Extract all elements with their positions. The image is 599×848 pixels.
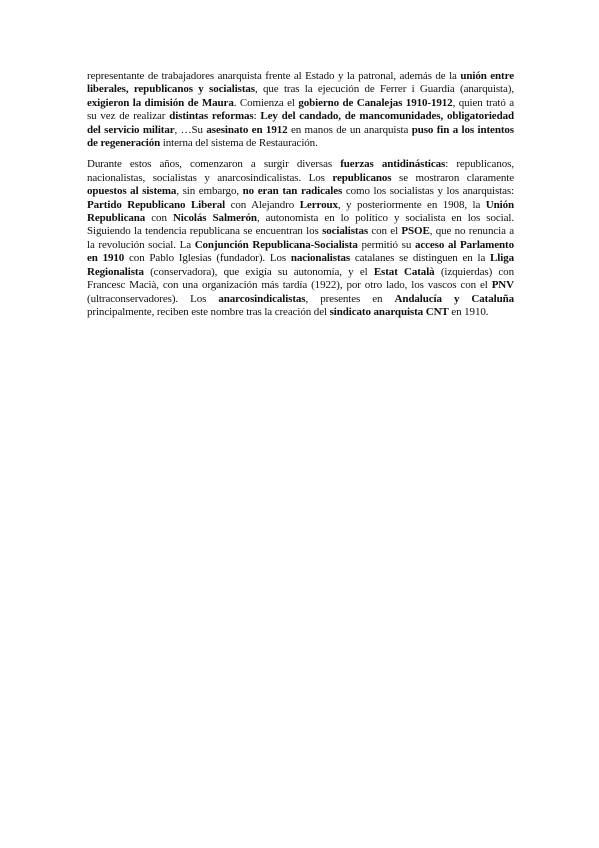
text-run: se mostraron claramente	[391, 171, 515, 184]
bold-term: gobierno de Canalejas 1910-1912	[298, 96, 453, 109]
text-run: con Pablo Iglesias (fundador). Los	[124, 252, 291, 265]
text-run: permitió su	[357, 238, 415, 251]
bold-term: puso fin a los intentos de regeneración	[87, 123, 514, 150]
bold-term: Andalucía y Cataluña	[394, 292, 515, 305]
text-run: , autonomista en lo político y socialista en los social. Siguiendo la tendencia republicana se encuentran los	[87, 212, 515, 238]
text-run: . Comienza el	[233, 96, 299, 109]
bold-term: Conjunción Republicana-Socialista	[194, 238, 358, 251]
text-run: (izquierdas) con Francesc Macià, con una organización más tardía (1922), por otro lado, los vascos con el	[87, 265, 514, 292]
body-text	[87, 70, 514, 327]
text-run: , …Su	[174, 123, 207, 136]
text-run: interna del sistema de Restauración.	[160, 137, 318, 150]
text-run: : republicanos, nacionalistas, socialistas y anarcosindicalistas. Los	[87, 158, 514, 184]
bold-term: socialistas	[322, 225, 369, 238]
paragraph-restauracion	[87, 70, 514, 150]
text-run: , que no renuncia a la revolución social. La	[87, 225, 514, 251]
bold-term: fuerzas antidinásticas	[340, 158, 446, 171]
bold-term: Estat Català	[373, 265, 435, 278]
text-run: catalanes se distinguen en la	[350, 252, 491, 265]
text-run: , sin embargo,	[176, 185, 243, 198]
bold-term: Partido Republicano Liberal	[87, 198, 226, 211]
bold-term: PNV	[491, 279, 514, 292]
text-run: con el	[368, 225, 402, 238]
bold-term: Unión Republicana	[87, 198, 514, 225]
bold-term: asesinato en 1912	[206, 123, 288, 136]
bold-term: PSOE	[401, 225, 430, 238]
text-run: con	[145, 212, 173, 225]
text-run: Durante estos años, comenzaron a surgir diversas	[87, 158, 341, 171]
bold-term: Lliga Regionalista	[87, 252, 514, 278]
bold-term: Nicolás Salmerón	[172, 212, 257, 225]
bold-term: acceso al Parlamento en 1910	[87, 238, 514, 265]
bold-term: unión entre liberales, republicanos y socialistas	[87, 70, 514, 96]
text-run: , y posteriormente en 1908, la	[337, 198, 486, 211]
text-run: representante de trabajadores anarquista frente al Estado y la patronal, además de la	[87, 70, 461, 82]
bold-term: no eran tan radicales	[242, 185, 343, 198]
bold-term: nacionalistas	[290, 252, 351, 265]
bold-term: opuestos al sistema	[87, 185, 177, 198]
text-run: (ultraconservadores). Los	[87, 292, 219, 305]
bold-term: distintas reformas	[169, 110, 254, 123]
text-run: con Alejandro	[225, 198, 300, 211]
bold-term: exigieron la dimisión de Maura	[87, 96, 234, 109]
text-run: como los socialistas y los anarquistas:	[342, 185, 515, 198]
bold-term: Lerroux	[299, 198, 338, 211]
text-run: en 1910.	[448, 305, 489, 318]
bold-term: Ley del candado, de mancomunidades, obligatoriedad del servicio militar	[87, 110, 514, 136]
text-run: (conservadora), que exigía su autonomía, y el	[143, 265, 374, 278]
paragraph-fuerzas-antidinasticas	[87, 158, 514, 319]
text-run: , presentes en	[305, 292, 395, 305]
bold-term: republicanos	[332, 171, 392, 184]
bold-term: sindicato anarquista CNT	[329, 305, 449, 318]
text-run: :	[253, 110, 261, 123]
text-run: , quien trató a su vez de realizar	[87, 96, 514, 123]
text-run: en manos de un anarquista	[287, 123, 412, 136]
text-run: , que tras la ejecución de Ferrer i Guardia (anarquista),	[255, 83, 514, 96]
text-run: principalmente, reciben este nombre tras la creación del	[87, 305, 330, 318]
bold-term: anarcosindicalistas	[218, 292, 306, 305]
